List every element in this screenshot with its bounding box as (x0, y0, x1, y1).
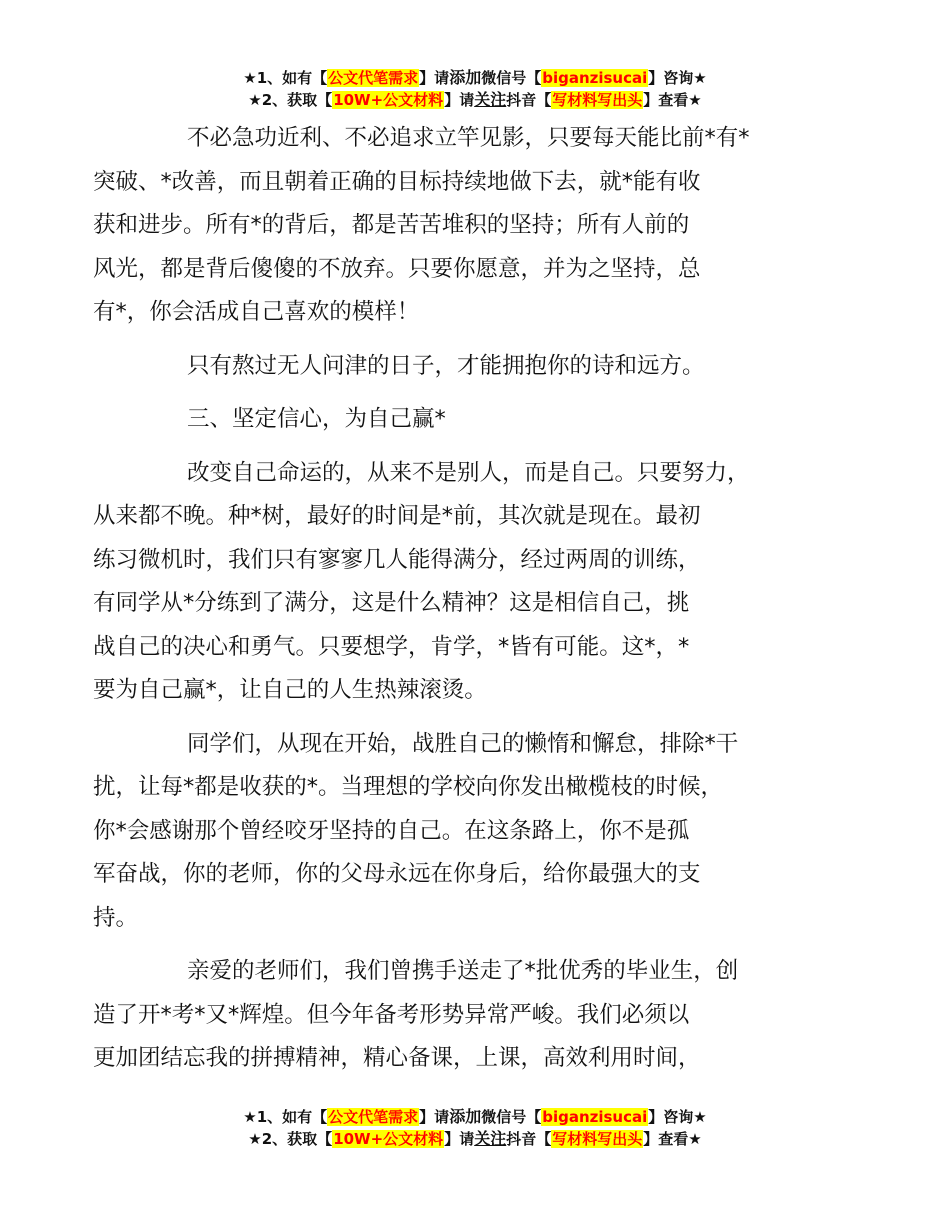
banner-text: 微信号【 (481, 69, 542, 87)
banner-text: 微信号【 (481, 1108, 542, 1126)
text-line: 造了开*考*又*辉煌。但今年备考形势异常严峻。我们必须以 (93, 1001, 690, 1028)
text-line: 从来都不晚。种*树，最好的时间是*前，其次就是现在。最初 (93, 503, 701, 529)
highlight-service: 公文代笔需求 (328, 1108, 419, 1126)
text-line: 获和进步。所有*的背后，都是苦苦堆积的坚持；所有人前的 (93, 212, 690, 238)
banner-line-1 (0, 1106, 950, 1128)
footer-banner (0, 1106, 950, 1150)
paragraph (93, 723, 820, 941)
header-banner (0, 67, 950, 111)
banner-text: 】请 (444, 1130, 475, 1148)
highlight-wechat-id: biganzisucai (542, 1108, 648, 1126)
text-line: 有*，你会活成自己喜欢的模样！ (93, 299, 420, 325)
text-line: 风光，都是背后傻傻的不放弃。只要你愿意，并为之坚持，总 (93, 255, 701, 282)
banner-text: 】请 (419, 69, 450, 87)
text-line: 只有熬过无人问津的日子，才能拥抱你的诗和远方。 (187, 352, 705, 379)
banner-text: 】请 (419, 1108, 450, 1126)
text-line: 练习微机时，我们只有寥寥几人能得满分，经过两周的训练， (93, 546, 701, 573)
paragraph (93, 950, 820, 1081)
banner-line-2 (0, 1128, 950, 1150)
banner-emphasis: 添加 (449, 68, 482, 87)
text-line: 有同学从*分练到了满分，这是什么精神？这是相信自己，挑 (93, 590, 690, 616)
banner-text: 】查看★ (643, 91, 702, 109)
banner-emphasis: 添加 (449, 1107, 482, 1126)
banner-text: 】咨询★ (648, 1108, 707, 1126)
paragraph (140, 345, 820, 389)
text-line: 要为自己赢*，让自己的人生热辣滚烫。 (93, 677, 487, 703)
text-line: 你*会感谢那个曾经咬牙坚持的自己。在这条路上，你不是孤 (93, 817, 690, 844)
banner-text: 】咨询★ (648, 69, 707, 87)
paragraph (93, 117, 820, 335)
document-body (93, 117, 820, 1091)
banner-emphasis: 关注 (474, 1129, 507, 1148)
text-line: 改变自己命运的，从来不是别人，而是自己。只要努力， (187, 459, 750, 486)
banner-text: ★1、如有【 (243, 69, 328, 87)
banner-line-1 (0, 67, 950, 89)
text-line: 三、坚定信心，为自己赢* (187, 406, 446, 432)
highlight-douyin: 写材料写出头 (552, 91, 643, 109)
banner-line-2 (0, 89, 950, 111)
banner-text: 抖音【 (506, 91, 552, 109)
banner-text: ★2、获取【 (248, 91, 333, 109)
banner-text: ★2、获取【 (248, 1130, 333, 1148)
text-line: 战自己的决心和勇气。只要想学，肯学，*皆有可能。这*，* (93, 633, 690, 660)
text-line: 同学们，从现在开始，战胜自己的懒惰和懈怠，排除*干 (187, 730, 739, 757)
banner-text: 】请 (444, 91, 475, 109)
banner-text: 抖音【 (506, 1130, 552, 1148)
paragraph (93, 452, 820, 713)
text-line: 军奋战，你的老师，你的父母永远在你身后，给你最强大的支 (93, 861, 701, 887)
section-heading (140, 398, 820, 442)
text-line: 亲爱的老师们，我们曾携手送走了*批优秀的毕业生，创 (187, 958, 739, 984)
highlight-wechat-id: biganzisucai (542, 69, 648, 87)
highlight-douyin: 写材料写出头 (552, 1130, 643, 1148)
text-line: 突破、*改善，而且朝着正确的目标持续地做下去，就*能有收 (93, 168, 701, 195)
highlight-materials: 10W+公文材料 (333, 1130, 444, 1148)
banner-emphasis: 关注 (474, 90, 507, 109)
highlight-materials: 10W+公文材料 (333, 91, 444, 109)
text-line: 持。 (93, 904, 139, 931)
text-line: 更加团结忘我的拼搏精神，精心备课，上课，高效利用时间， (93, 1045, 701, 1071)
highlight-service: 公文代笔需求 (328, 69, 419, 87)
text-line: 扰，让每*都是收获的*。当理想的学校向你发出橄榄枝的时候， (93, 774, 724, 800)
banner-text: 】查看★ (643, 1130, 702, 1148)
text-line: 不必急功近利、不必追求立竿见影，只要每天能比前*有* (187, 125, 750, 151)
banner-text: ★1、如有【 (243, 1108, 328, 1126)
